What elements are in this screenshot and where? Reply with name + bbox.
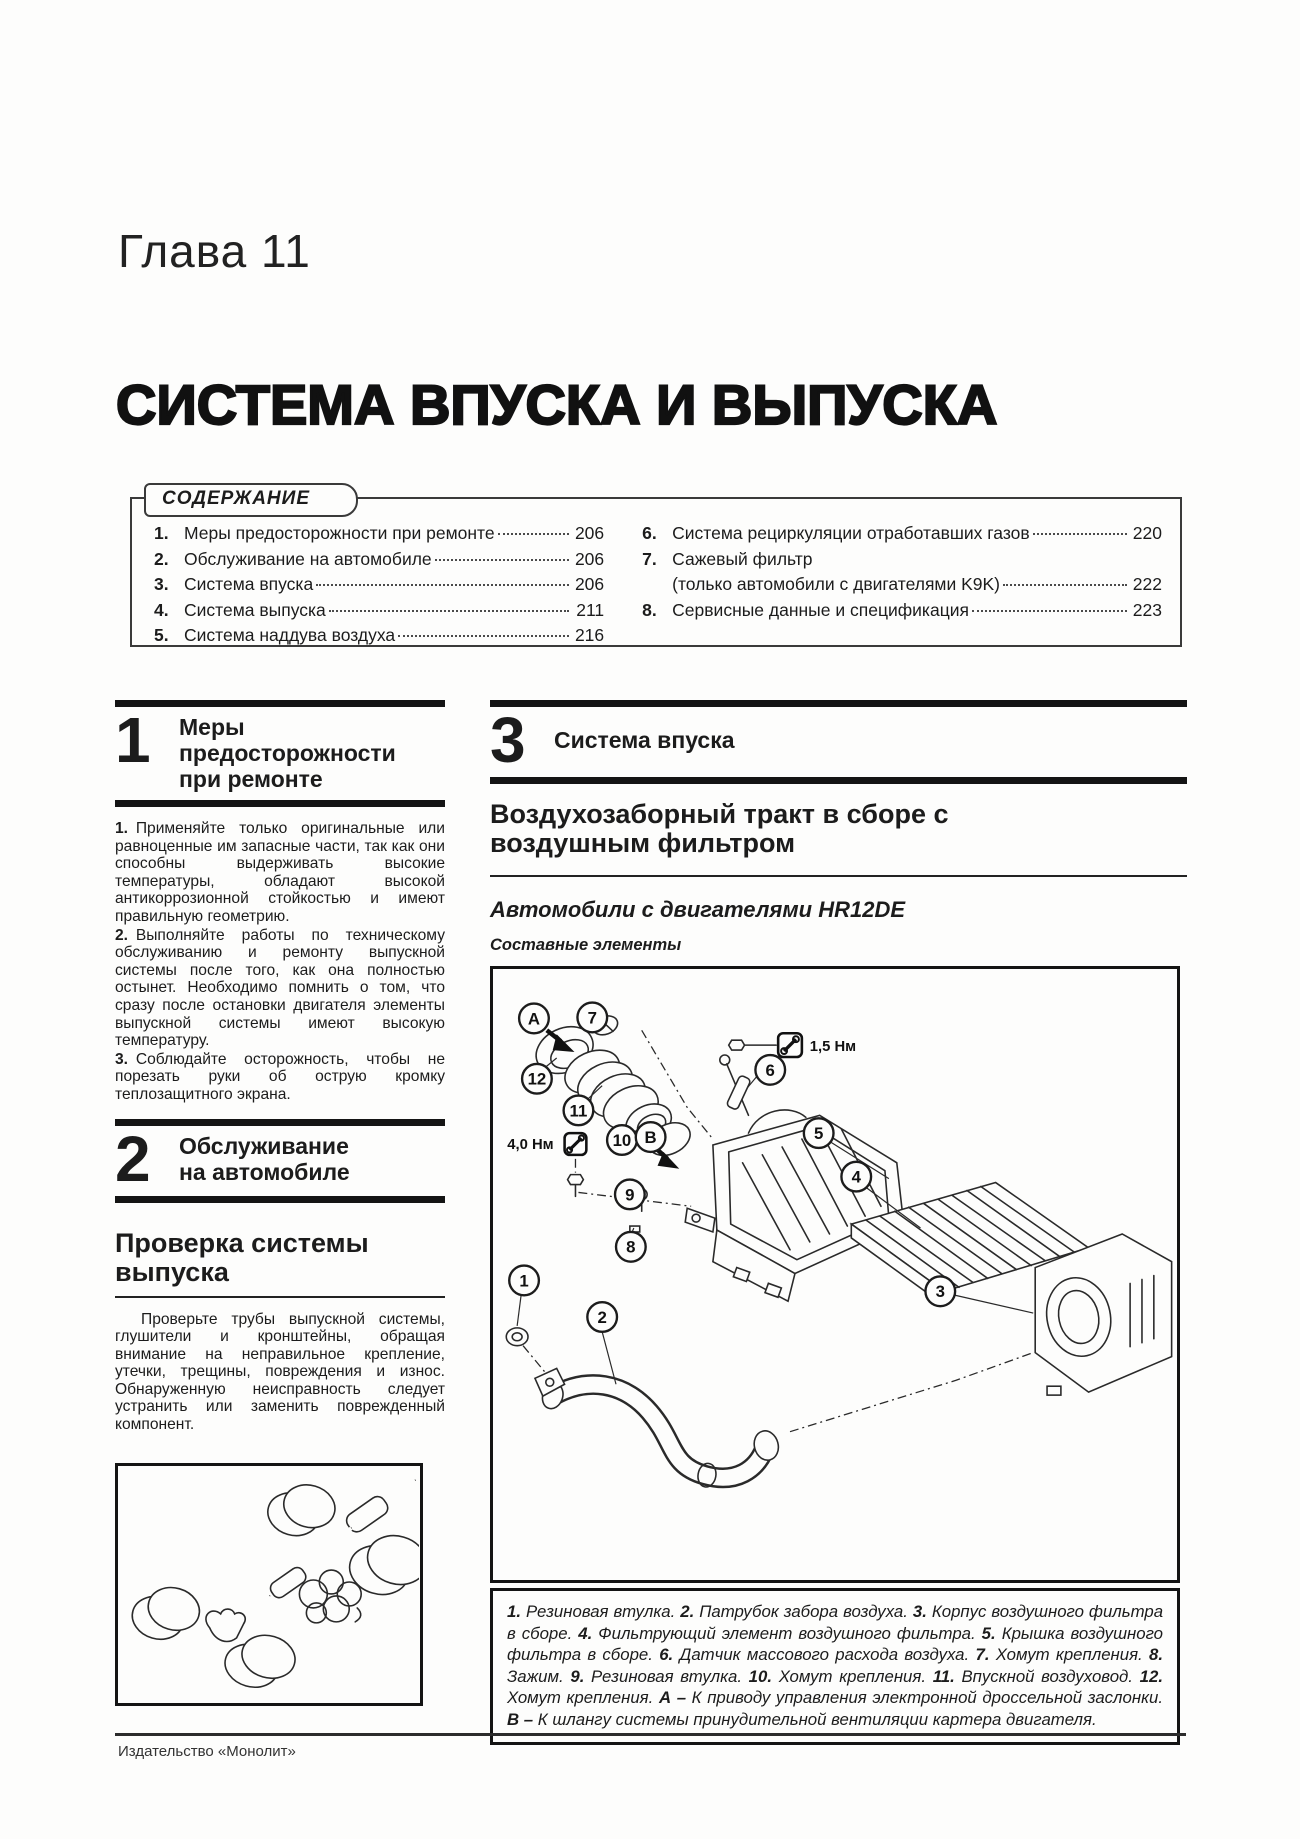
toc-item — [642, 598, 1162, 624]
subsection-heading: Проверка системы выпуска — [115, 1229, 445, 1298]
paragraph-text: Применяйте только оригинальные или равноценные им запасные части, так как они способны выдерживать высокие температуры, обладают высокой антикоррозионной стойкостью и имеют правильную геометрию. — [115, 820, 445, 925]
exhaust-sketch-drawing — [118, 1466, 419, 1702]
caption-key: 8. — [1149, 1645, 1164, 1664]
toc-item-label: Система наддува воздуха — [184, 625, 396, 645]
caption-text: Хомут крепления. — [995, 1645, 1143, 1664]
toc-item — [154, 572, 604, 598]
paragraph — [115, 927, 445, 1050]
caption-key: 2. — [680, 1602, 695, 1621]
subsection-heading: Воздухозаборный тракт в сборе с воздушным фильтром — [490, 799, 949, 858]
callout-11 — [564, 1096, 594, 1126]
toc-item-label: (только автомобили с двигателями K9K) — [672, 574, 1000, 594]
toc-dot-leader — [1003, 584, 1127, 586]
section-1-body — [115, 820, 445, 1104]
svg-text:10: 10 — [612, 1130, 632, 1150]
section-title: Меры предосторожности при ремонте — [179, 714, 396, 792]
toc-item — [642, 521, 1162, 547]
caption-text: Зажим. — [507, 1666, 564, 1686]
torque-spec-left — [507, 1133, 586, 1196]
callout-3 — [925, 1276, 955, 1306]
caption-text: Хомут крепления. — [507, 1688, 654, 1707]
left-column — [115, 700, 445, 1706]
toc-item-label: Система выпуска — [184, 599, 326, 620]
toc-dot-leader — [1033, 533, 1127, 535]
air-intake-tube-part — [535, 1368, 782, 1488]
wheel-icon — [344, 1529, 419, 1601]
toc-item-number: 7. — [642, 548, 657, 569]
section-number: 3 — [490, 704, 524, 776]
exhaust-sketch-figure — [115, 1463, 423, 1706]
section-2-body — [115, 1311, 445, 1434]
toc-item-label: Меры предосторожности при ремонте — [184, 523, 495, 543]
toc-dot-leader — [972, 610, 1127, 612]
svg-text:8: 8 — [626, 1237, 636, 1257]
callout-12 — [522, 1064, 552, 1094]
dash-line — [790, 1353, 1033, 1432]
wheel-icon — [263, 1479, 340, 1541]
page-title: СИСТЕМА ВПУСКА И ВЫПУСКА — [116, 373, 998, 436]
figure-label: Составные элементы — [490, 936, 682, 954]
callout-6 — [755, 1055, 785, 1085]
caption-key: 3. — [912, 1602, 927, 1621]
section-title: Система впуска — [554, 727, 735, 753]
toc-dot-leader — [435, 559, 569, 561]
svg-text:В: В — [644, 1128, 657, 1148]
paragraph: Проверьте трубы выпускной системы, глушители и кронштейны, обращая внимание на неправильное крепление, утечки, трещины, повреждения и износ. Обнаруженную неисправность следует устранить или заменить поврежденный компонент. — [115, 1310, 445, 1434]
svg-text:9: 9 — [625, 1185, 635, 1205]
callout-7 — [577, 1003, 607, 1033]
chapter-label: Глава 11 — [118, 225, 311, 277]
paragraph-number: 2. — [115, 926, 129, 944]
toc-item-page: 211 — [576, 599, 605, 620]
toc-item-label: Сервисные данные и спецификация — [672, 599, 969, 620]
toc-item-label: Обслуживание на автомобиле — [184, 548, 432, 569]
caption-text: Впускной воздуховод. — [961, 1666, 1133, 1686]
section-3-header — [490, 700, 1187, 784]
bracket-part — [685, 1208, 715, 1232]
wheel-icon — [127, 1581, 204, 1644]
caption-text: Резиновая втулка. — [525, 1602, 676, 1621]
engine-variant-heading: Автомобили с двигателями HR12DE — [490, 897, 906, 922]
right-column — [490, 700, 1187, 1745]
toc-item — [154, 598, 604, 624]
svg-text:1: 1 — [519, 1271, 529, 1291]
toc-column-left — [154, 521, 604, 649]
publisher-note: Издательство «Монолит» — [118, 1743, 296, 1760]
torque-value-label: 4,0 Нм — [507, 1136, 554, 1153]
section-title: Обслуживание на автомобиле — [179, 1132, 350, 1185]
intake-diagram-drawing — [493, 969, 1176, 1579]
section-number: 2 — [115, 1122, 149, 1195]
toc-item — [154, 623, 604, 649]
section-number: 1 — [115, 704, 149, 776]
toc-item — [642, 547, 1162, 573]
caption-text: К приводу управления электронной дроссельной заслонки. — [691, 1688, 1163, 1707]
callout-10 — [607, 1125, 637, 1155]
svg-text:11: 11 — [569, 1101, 588, 1121]
rubber-grommet-part — [506, 1328, 528, 1346]
caption-key: 6. — [659, 1645, 674, 1664]
toc-item-page: 220 — [1132, 523, 1162, 543]
svg-text:2: 2 — [597, 1307, 607, 1327]
bolt-icon — [729, 1040, 745, 1050]
svg-text:А: А — [527, 1009, 541, 1029]
toc-item — [154, 547, 604, 573]
caption-key: 10. — [748, 1666, 773, 1686]
bolt-icon — [568, 1175, 584, 1185]
footer-rule — [115, 1733, 1186, 1736]
toc-dot-leader — [329, 610, 569, 612]
svg-text:12: 12 — [527, 1069, 547, 1089]
toc-item-number: 1. — [154, 523, 169, 543]
dash-line — [523, 1346, 547, 1375]
svg-text:6: 6 — [765, 1060, 775, 1080]
callout-1 — [509, 1266, 539, 1296]
glove-icon — [206, 1609, 245, 1641]
toc-item-label: Система впуска — [184, 574, 314, 594]
toc-heading: СОДЕРЖАНИЕ — [144, 483, 358, 517]
paragraph — [115, 820, 445, 926]
caption-key: 9. — [570, 1666, 585, 1686]
caption-key: 12. — [1139, 1666, 1163, 1686]
caption-text: Крышка воздушного фильтра в сборе. — [507, 1623, 1163, 1664]
subheading-rule — [490, 875, 1187, 877]
leader-line — [517, 1295, 521, 1326]
callout-a — [519, 1004, 549, 1034]
caption-text: Корпус воздушного фильтра в сборе. — [507, 1602, 1164, 1643]
toc-item-page: 206 — [574, 523, 605, 543]
caption-key: 5. — [981, 1623, 996, 1643]
intake-diagram-figure — [490, 966, 1180, 1583]
paragraph — [115, 1051, 445, 1104]
section-2-header — [115, 1119, 445, 1203]
toc-box — [130, 488, 1182, 647]
figure-caption — [507, 1601, 1163, 1730]
caption-text: К шлангу системы принудительной вентиляции картера двигателя. — [537, 1709, 1097, 1729]
toc-item-page: 222 — [1132, 574, 1162, 594]
caption-key: 7. — [975, 1645, 990, 1664]
toc-item-number: 5. — [154, 625, 169, 645]
caption-key: А – — [658, 1688, 687, 1707]
svg-text:3: 3 — [935, 1282, 945, 1302]
caption-text: Хомут крепления. — [778, 1666, 927, 1686]
toc-dot-leader — [398, 635, 569, 637]
leader-line — [955, 1295, 1033, 1313]
svg-text:7: 7 — [587, 1008, 597, 1028]
paragraph-text: Соблюдайте осторожность, чтобы не порезать руки об острую кромку теплозащитного экрана. — [115, 1050, 445, 1103]
toc-item — [154, 521, 604, 547]
callout-9 — [615, 1180, 645, 1210]
section-1-header — [115, 700, 445, 807]
toc-item-label: Сажевый фильтр — [672, 548, 813, 569]
toc-item-page: 223 — [1132, 599, 1162, 620]
callout-8 — [616, 1232, 646, 1262]
caption-text: Фильтрующий элемент воздушного фильтра. — [598, 1623, 976, 1643]
toc-dot-leader — [316, 584, 569, 586]
caption-key: 4. — [578, 1623, 593, 1643]
toc-item-continuation — [642, 572, 1162, 598]
toc-item-page: 206 — [574, 574, 605, 594]
callout-5 — [804, 1118, 834, 1148]
toc-item-number: 4. — [154, 599, 169, 620]
toc-item-number: 3. — [154, 574, 169, 594]
callout-4 — [841, 1162, 871, 1192]
toc-column-right — [642, 521, 1162, 649]
toc-item-label: Система рециркуляции отработавших газов — [672, 523, 1030, 543]
torque-value-label: 1,5 Нм — [809, 1039, 857, 1056]
caption-text: Резиновая втулка. — [591, 1666, 742, 1686]
callout-2 — [587, 1302, 617, 1332]
caption-key: 11. — [932, 1666, 955, 1686]
torque-spec-top — [778, 1033, 856, 1057]
paragraph-text: Выполняйте работы по техническому обслуживанию и ремонту выпускной системы после того, как она полностью остынет. Необходимо помнить о том, что сразу после остановки двигателя элементы выпускной системы имеют высокую температуру. — [115, 926, 445, 1050]
toc-item-number: 2. — [154, 548, 169, 569]
svg-text:4: 4 — [851, 1167, 861, 1187]
toc-item-page: 206 — [574, 548, 605, 569]
toc-item-number: 8. — [642, 599, 657, 620]
caption-text: Датчик массового расхода воздуха. — [679, 1645, 970, 1664]
figure-caption-box — [490, 1588, 1180, 1745]
caption-text: Патрубок забора воздуха. — [699, 1602, 908, 1621]
paragraph-number: 1. — [115, 820, 129, 837]
caption-key: В – — [507, 1709, 534, 1729]
callout-b — [636, 1122, 666, 1152]
paragraph-number: 3. — [115, 1050, 129, 1068]
toc-item-number: 6. — [642, 523, 657, 543]
toc-dot-leader — [498, 533, 570, 535]
svg-text:5: 5 — [814, 1124, 824, 1144]
caption-key: 1. — [507, 1602, 521, 1621]
toc-item-page: 216 — [574, 625, 605, 645]
